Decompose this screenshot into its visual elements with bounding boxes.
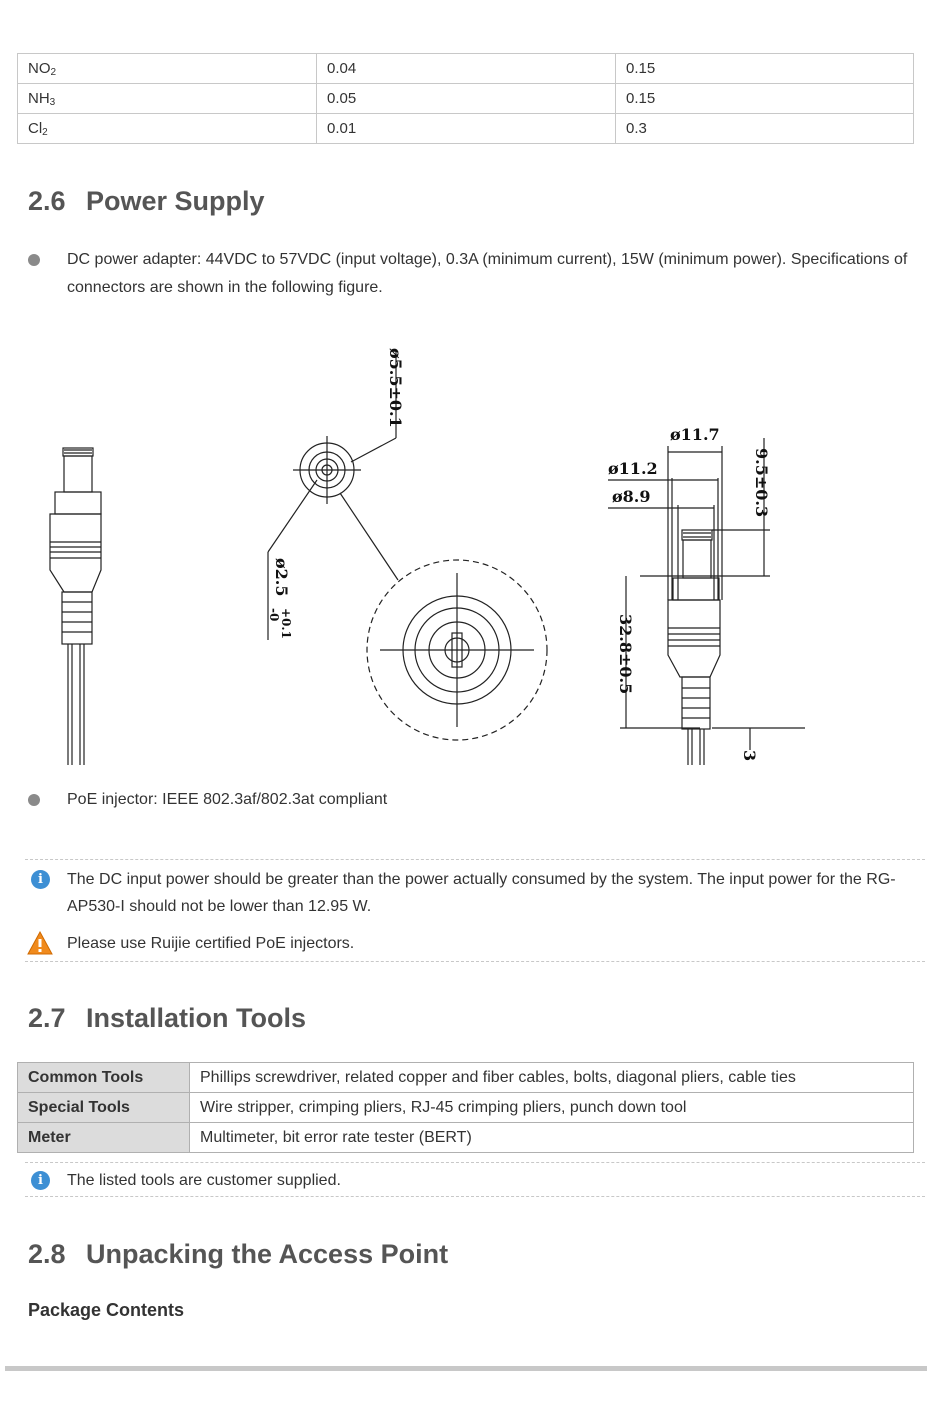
table-row <box>18 1063 914 1093</box>
tool-category: Meter <box>18 1123 190 1153</box>
front-view-drawing <box>268 350 547 740</box>
dim-pin-diameter: ø5.5±0.1 <box>386 348 405 428</box>
left-connector-drawing <box>50 448 101 765</box>
note-box-power <box>25 859 925 962</box>
dim-hole-tol-minus: -0 <box>267 608 281 622</box>
info-note <box>25 1167 925 1194</box>
tool-category: Special Tools <box>18 1093 190 1123</box>
bullet-text: PoE injector: IEEE 802.3af/802.3at compliant <box>67 791 388 808</box>
info-icon: i <box>31 870 50 889</box>
tool-category: Common Tools <box>18 1063 190 1093</box>
gas-concentration-table <box>17 53 914 144</box>
tool-list: Phillips screwdriver, related copper and fiber cables, bolts, diagonal pliers, cable ties <box>190 1063 914 1093</box>
tools-table <box>17 1062 914 1153</box>
package-contents-heading: Package Contents <box>28 1300 185 1320</box>
bullet-item-dc-adapter <box>28 246 923 302</box>
table-cell: 0.3 <box>616 114 914 144</box>
table-cell: 0.15 <box>616 54 914 84</box>
warning-text: Please use Ruijie certified PoE injectors. <box>67 935 355 952</box>
section-title: Power Supply <box>86 186 265 216</box>
dim-tip-length: 9.5±0.3 <box>752 448 771 518</box>
table-cell: 0.15 <box>616 84 914 114</box>
warning-note <box>25 930 925 957</box>
dc-connector-figure <box>0 330 950 780</box>
dim-hole-diameter: ø2.5 <box>272 558 291 597</box>
table-row <box>18 114 914 144</box>
note-text: The DC input power should be greater than the power actually consumed by the system. The input power for the RG-AP530-I should not be lower than 12.95 W. <box>67 871 896 915</box>
dim-hole-tol-plus: +0.1 <box>279 608 293 639</box>
dim-3: 3 <box>740 750 759 762</box>
dim-inner-diameter: ø8.9 <box>612 487 651 506</box>
tool-list: Multimeter, bit error rate tester (BERT) <box>190 1123 914 1153</box>
tool-list: Wire stripper, crimping pliers, RJ-45 crimping pliers, punch down tool <box>190 1093 914 1123</box>
info-note <box>25 866 925 920</box>
gas-name: $NH_3$ <box>18 84 317 114</box>
warning-icon <box>27 931 53 955</box>
bullet-text: DC power adapter: 44VDC to 57VDC (input voltage), 0.3A (minimum current), 15W (minimum power). Specifications of connectors are shown in the following figure. <box>67 251 908 296</box>
section-heading-2-8 <box>28 1239 448 1270</box>
table-row <box>18 54 914 84</box>
section-heading-2-7 <box>28 1003 306 1034</box>
section-title: Unpacking the Access Point <box>86 1239 449 1269</box>
note-box-tools <box>25 1162 925 1197</box>
dim-outer-diameter: ø11.7 <box>670 425 720 444</box>
section-number: 2.6 <box>28 186 66 216</box>
table-cell: 0.04 <box>317 54 616 84</box>
bullet-dot-icon <box>28 794 40 806</box>
section-title: Installation Tools <box>86 1003 307 1033</box>
gas-name: $NO_2$ <box>18 54 317 84</box>
bullet-dot-icon <box>28 254 40 266</box>
section-number: 2.8 <box>28 1239 66 1269</box>
section-number: 2.7 <box>28 1003 66 1033</box>
table-row <box>18 1123 914 1153</box>
gas-name: $Cl_2$ <box>18 114 317 144</box>
table-cell: 0.01 <box>317 114 616 144</box>
section-heading-2-6 <box>28 186 265 217</box>
bullet-item-poe-injector <box>28 786 923 814</box>
dim-body-length: 32.8±0.5 <box>616 614 635 695</box>
note-text: The listed tools are customer supplied. <box>67 1172 341 1189</box>
table-cell: 0.05 <box>317 84 616 114</box>
table-row <box>18 84 914 114</box>
page-footer-divider <box>5 1366 927 1371</box>
dim-mid-diameter: ø11.2 <box>608 459 658 478</box>
table-row <box>18 1093 914 1123</box>
info-icon: i <box>31 1171 50 1190</box>
